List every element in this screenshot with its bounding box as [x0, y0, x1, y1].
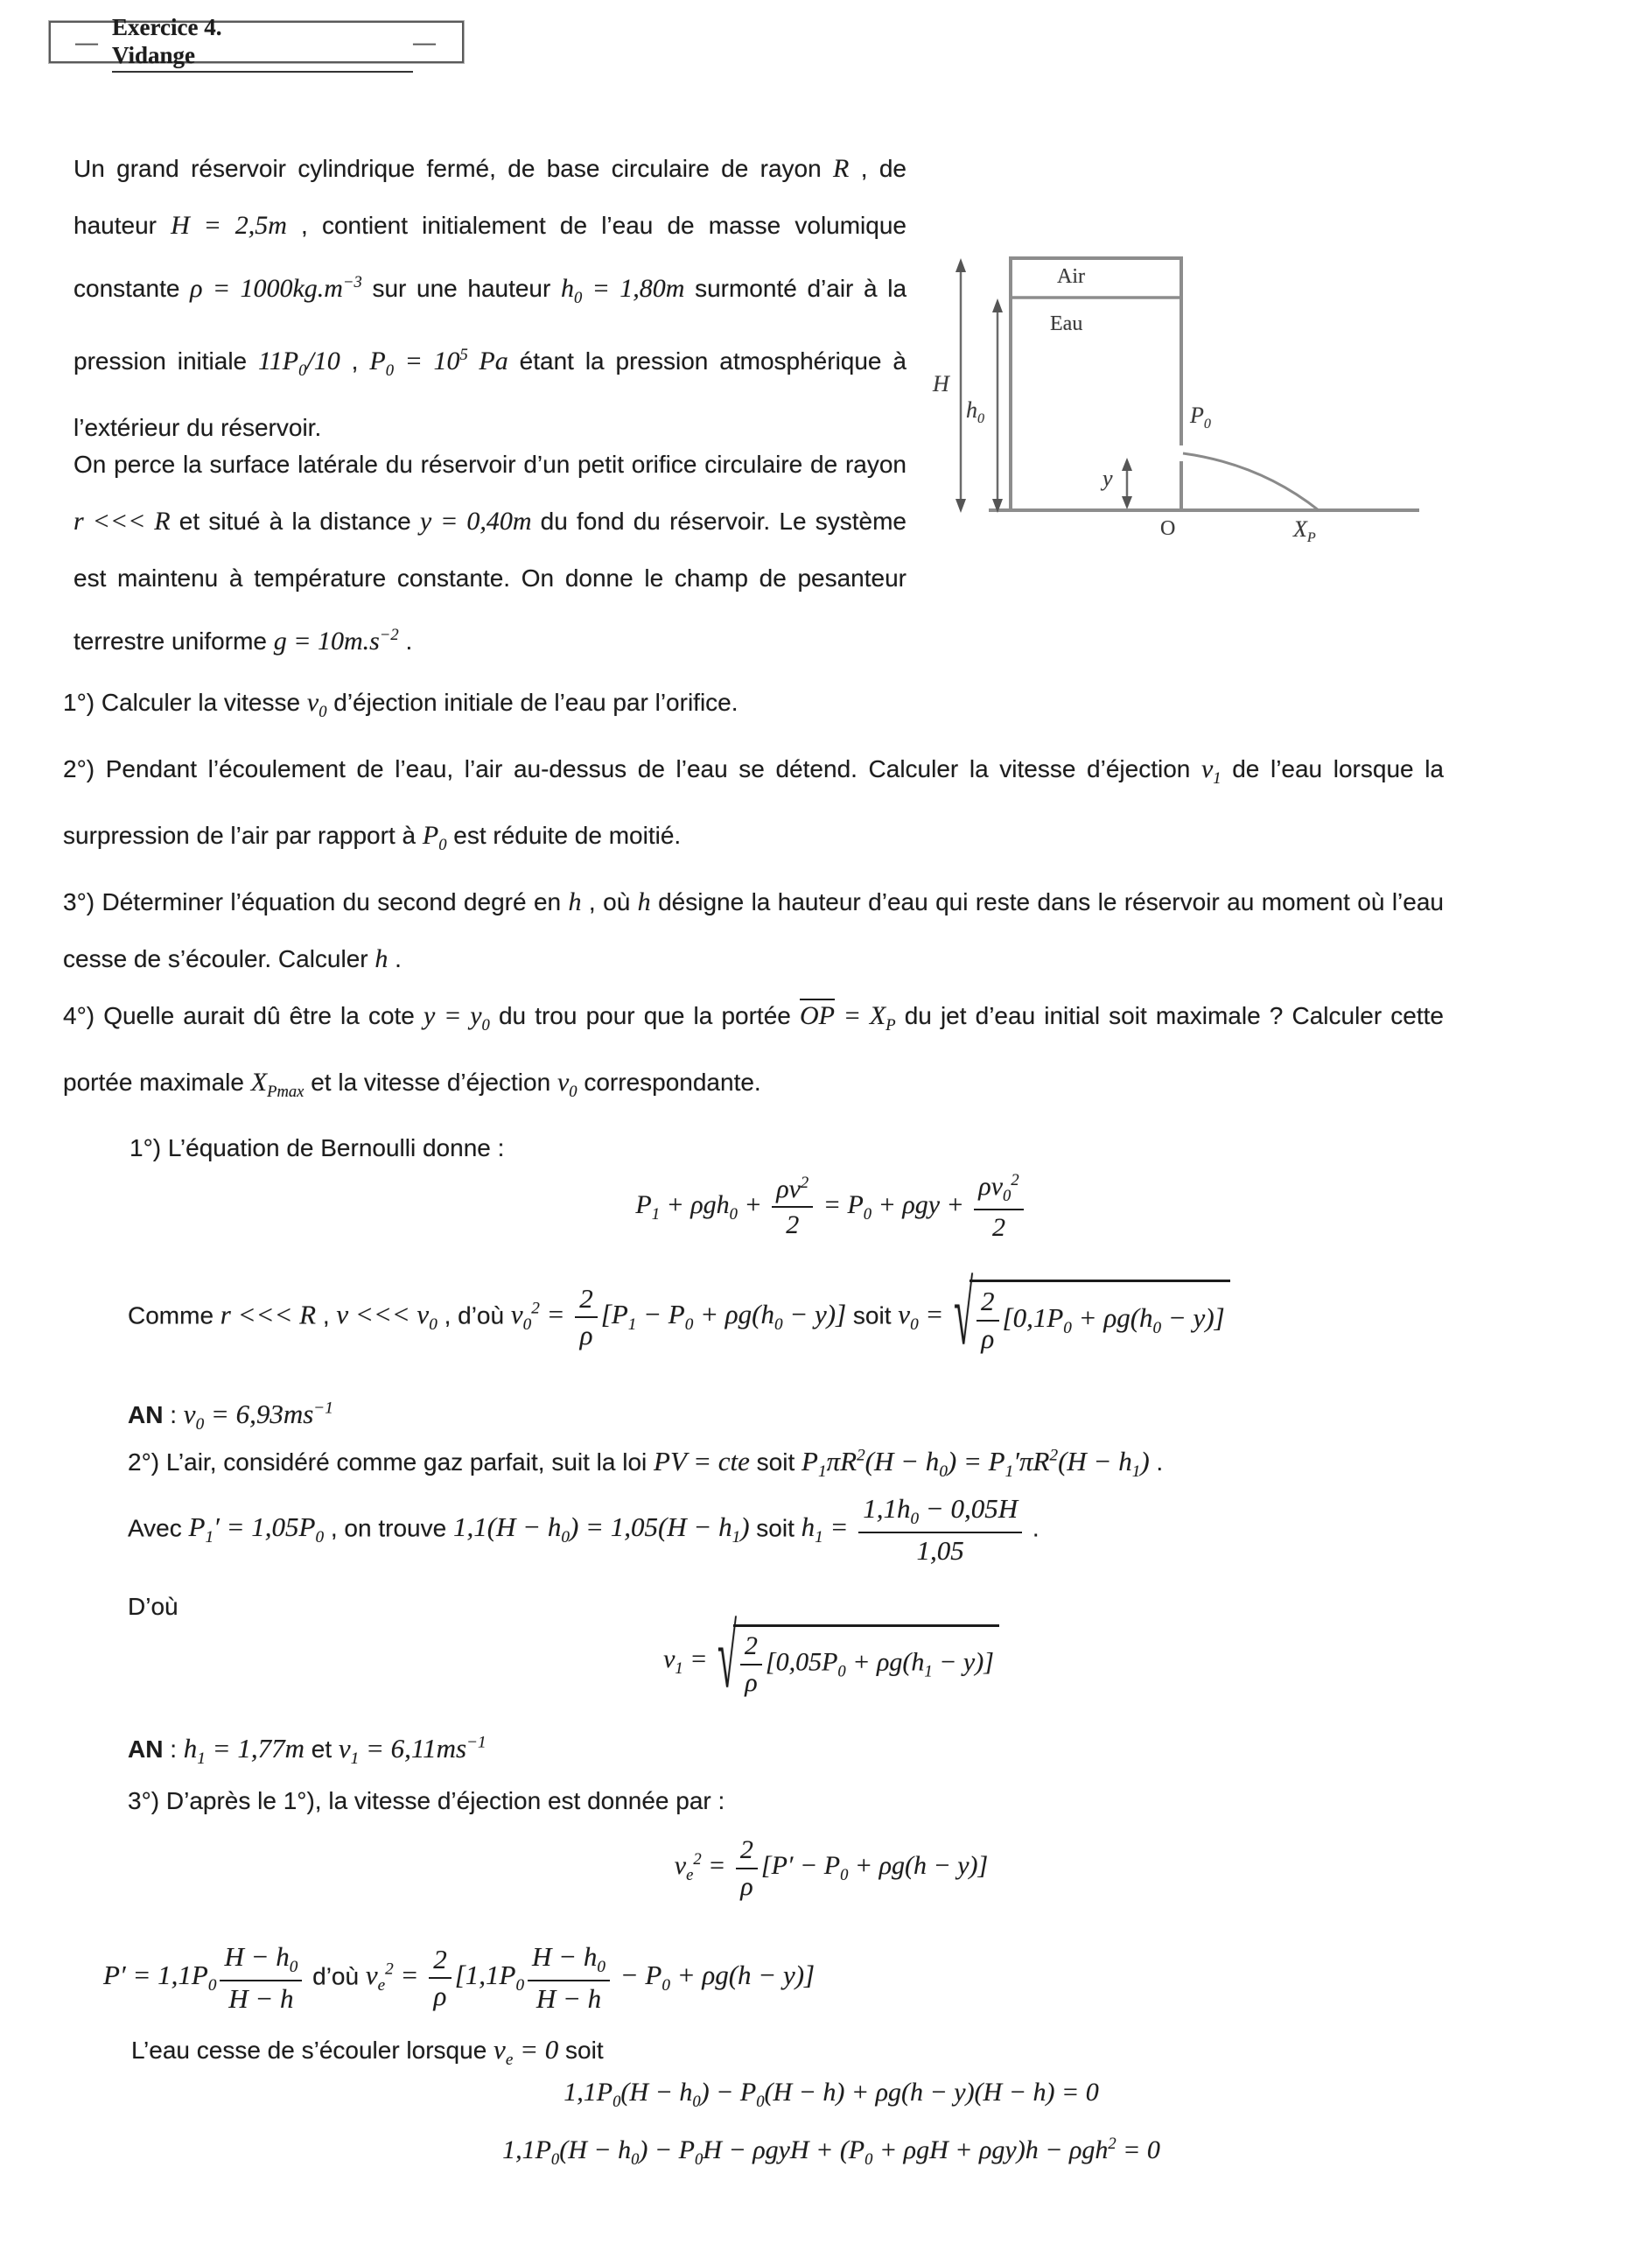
problem-paragraph-1: Un grand réservoir cylindrique fermé, de base circulaire de rayon R , de hauteur H = 2,5m , contient initialement de l’eau de masse volumique constante $\rho = 1000kg.m^{-3}$ sur une hauteur $h_0 = 1,80m$ surmonté d’air à la pression initiale $11P_0/10$ , $P_0 = 10^5$ Pa étant la pression atmosphérique à l’extérieur du réservoir.: [74, 154, 907, 441]
exercise-header-box: [49, 13, 464, 68]
solution-1-derivation: Comme r <<< R , v <<< $v_0$ , d’où $v_0^2$ = $\frac{2}{\rho}$ $[P_1 - P_0 + \rho g(h_0 - y)]$ soit $v_0$ = √ $\frac{2}{\rho}$ $[0,1P_0 + \rho g(h_0 - y)]$: [128, 1280, 1230, 1355]
solution-2-v1-equation: $v_1$ = √ $\frac{2}{\rho}$ $[0,05P_0 + \rho g(h_1 - y)]$: [61, 1624, 1601, 1698]
header-dash-left: —: [75, 28, 98, 55]
figure-label-Xp: $X_P$: [1293, 516, 1316, 546]
header-title: Exercice 4. Vidange: [112, 13, 222, 68]
solution-3-stop-condition: L’eau cesse de s’écouler lorsque $v_e = 0$ soit: [131, 2034, 604, 2070]
question-3: 3°) Déterminer l’équation du second degré en h , où h désigne la hauteur d’eau qui reste dans le réservoir au moment où l’eau cesse de s’écouler. Calculer h .: [63, 887, 1444, 973]
solution-2-numeric-answer: AN : $h_1 = 1,77m$ et $v_1 = 6,11ms^{-1}$: [128, 1733, 486, 1769]
question-2: 2°) Pendant l’écoulement de l’eau, l’air au-dessus de l’eau se détend. Calculer la vitesse d’éjection $v_1$ de l’eau lorsque la surpression de l’air par rapport à $P_0$ est réduite de moitié.: [63, 754, 1444, 854]
solution-3-quadratic-equation-2: $1,1P_0(H - h_0) - P_0H - \rho gyH + (P_0 + \rho gH + \rho gy)h - \rho gh^2 = 0$: [502, 2135, 1160, 2169]
figure-label-eau: Eau: [1050, 312, 1083, 335]
question-1: 1°) Calculer la vitesse $v_0$ d’éjection initiale de l’eau par l’orifice.: [63, 688, 738, 721]
question-4: 4°) Quelle aurait dû être la cote $y = y_0$ du trou pour que la portée OP = $X_P$ du jet d’eau initial soit maximale ? Calculer cette portée maximale $X_{Pmax}$ et la vitesse d’éjection $v_0$ correspondante.: [63, 987, 1444, 1120]
problem-paragraph-2: On perce la surface latérale du réservoir d’un petit orifice circulaire de rayon r <<< R et situé à la distance y = 0,40m du fond du réservoir. Le système est maintenu à température constante. On donne le champ de pesanteur terrestre uniforme $g = 10m.s^{-2}$ .: [74, 451, 906, 656]
solution-2-dou-label: D’où: [128, 1593, 178, 1620]
reservoir-figure-drawing: [928, 243, 1439, 569]
figure-label-origin-O: O: [1160, 517, 1176, 540]
figure-label-air: Air: [1057, 265, 1085, 288]
height-H-arrowhead-top: [956, 258, 966, 272]
header-dash-right: —: [413, 28, 436, 55]
height-H-arrowhead-bottom: [956, 499, 966, 513]
solution-3-ve-equation: $v_e^2$ = $\frac{2}{\rho}$ $[P' - P_0 + \rho g(h - y)]$: [674, 1835, 989, 1901]
questions-list: [63, 674, 1444, 1120]
header-title-underline: [112, 11, 413, 74]
figure-label-y: y: [1102, 466, 1113, 491]
solution-3-intro: 3°) D’après le 1°), la vitesse d’éjection est donnée par :: [128, 1787, 725, 1814]
solution-2-h1-line: Avec $P_1' = 1,05P_0$ , on trouve $1,1(H - h_0) = 1,05(H - h_1)$ soit $h_1$ = $\frac{1,1h_0 - 0,05H}{1,05}$ .: [128, 1493, 1040, 1566]
solution-1-bernoulli-equation: $P_1 + \rho gh_0$ + $\frac{\rho v^2}{2}$ = $P_0 + \rho gy$ + $\frac{\rho v_0^2}{2}$: [61, 1171, 1601, 1243]
header-underline-extension: [311, 62, 413, 71]
figure-label-h0: $h_0$: [966, 397, 985, 427]
height-y-arrowhead-top: [1122, 458, 1132, 471]
height-h0-arrowhead-top: [992, 298, 1003, 312]
solution-3-pprime-line: $P' = 1,1P_0$ $\frac{H - h_0}{H - h}$ d’où $v_e^2$ = $\frac{2}{\rho}$ [$1,1P_0$ $\frac{H - h_0}{H - h}$ − $P_0 + \rho g(h - y)$]: [103, 1941, 816, 2014]
solution-2-gas-law-line: 2°) L’air, considéré comme gaz parfait, suit la loi PV = cte soit $P_1\pi R^2(H - h_0) = P_1'\pi R^2(H - h_1)$ .: [128, 1446, 1164, 1482]
height-y-arrowhead-bottom: [1122, 496, 1132, 509]
solution-3-quadratic-equation-1: $1,1P_0(H - h_0) - P_0(H - h) + \rho g(h - y)(H - h) = 0$: [564, 2078, 1099, 2111]
reservoir-figure: [928, 243, 1439, 569]
figure-label-H: H: [933, 371, 949, 396]
jet-trajectory: [1183, 453, 1319, 510]
solution-1-intro: 1°) L’équation de Bernoulli donne :: [130, 1134, 505, 1161]
solution-1-numeric-answer: AN : $v_0 = 6,93ms^{-1}$: [128, 1399, 333, 1434]
figure-label-P0: $P_0$: [1190, 403, 1211, 432]
